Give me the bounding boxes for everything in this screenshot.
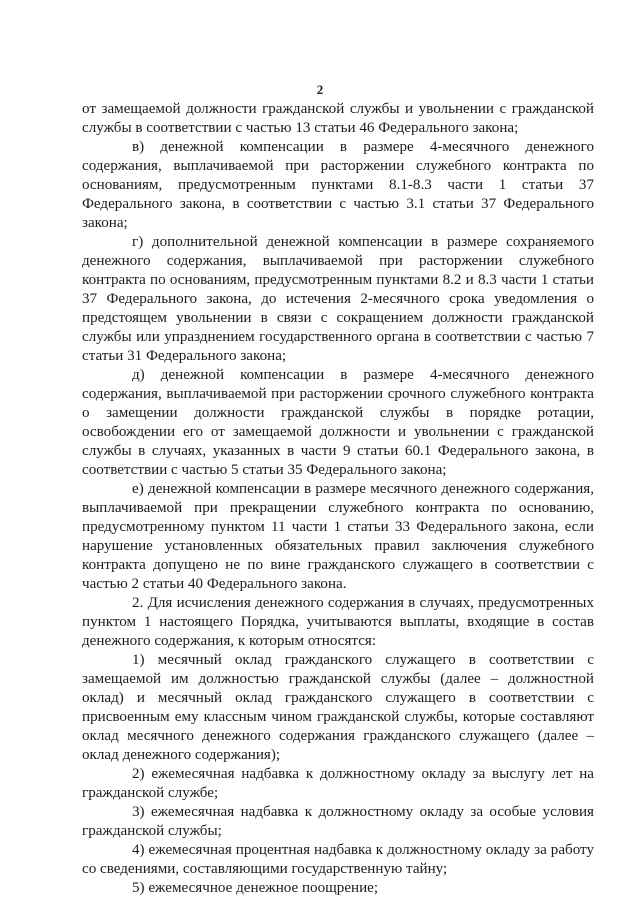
paragraph-list-1: 1) месячный оклад гражданского служащего в соответствии с замещаемой им должностью гражданской службы (далее – должностной оклад) и месячный оклад гражданского служащего в соответствии с присвоенным ему классным чином гражданской службы, которые составляют оклад месячного денежного содержания гражданского служащего (далее – оклад денежного содержания); <box>82 652 594 763</box>
paragraph-list-4: 4) ежемесячная процентная надбавка к должностному окладу за работу со сведениями, составляющими государственную тайну; <box>82 842 594 877</box>
document-body <box>82 100 594 898</box>
paragraph-continuation: от замещаемой должности гражданской службы и увольнении с гражданской службы в соответствии с частью 13 статьи 46 Федерального закона; <box>82 101 594 136</box>
paragraph-section-2: 2. Для исчисления денежного содержания в случаях, предусмотренных пунктом 1 настоящего Порядка, учитываются выплаты, входящие в состав денежного содержания, к которым относятся: <box>82 595 594 649</box>
page-number: 2 <box>316 82 324 97</box>
paragraph-item-v: в) денежной компенсации в размере 4-месячного денежного содержания, выплачиваемой при расторжении служебного контракта по основаниям, предусмотренным пунктами 8.1-8.3 части 1 статьи 37 Федерального закона, в соответствии с частью 3.1 статьи 37 Федерального закона; <box>82 139 594 231</box>
paragraph-item-d: д) денежной компенсации в размере 4-месячного денежного содержания, выплачиваемой при расторжении срочного служебного контракта о замещении должности гражданской службы в порядке ротации, освобождении его от замещаемой должности и увольнении с гражданской службы в случаях, указанных в части 9 статьи 60.1 Федерального закона, в соответствии с частью 5 статьи 35 Федерального закона; <box>82 367 594 478</box>
paragraph-item-e: е) денежной компенсации в размере месячного денежного содержания, выплачиваемой при прекращении служебного контракта по основанию, предусмотренному пунктом 11 части 1 статьи 33 Федерального закона, если нарушение установленных обязательных правил заключения служебного контракта допущено не по вине гражданского служащего в соответствии с частью 2 статьи 40 Федерального закона. <box>82 481 594 592</box>
paragraph-list-3: 3) ежемесячная надбавка к должностному окладу за особые условия гражданской службы; <box>82 804 594 839</box>
paragraph-list-2: 2) ежемесячная надбавка к должностному окладу за выслугу лет на гражданской службе; <box>82 766 594 801</box>
paragraph-list-5: 5) ежемесячное денежное поощрение; <box>132 880 379 896</box>
paragraph-item-g: г) дополнительной денежной компенсации в размере сохраняемого денежного содержания, выплачиваемой при расторжении служебного контракта по основаниям, предусмотренным пунктами 8.2 и 8.3 части 1 статьи 37 Федерального закона, до истечения 2-месячного срока уведомления о предстоящем увольнении в связи с сокращением должности гражданской службы или упразднением государственного органа в соответствии с частью 7 статьи 31 Федерального закона; <box>82 234 594 364</box>
